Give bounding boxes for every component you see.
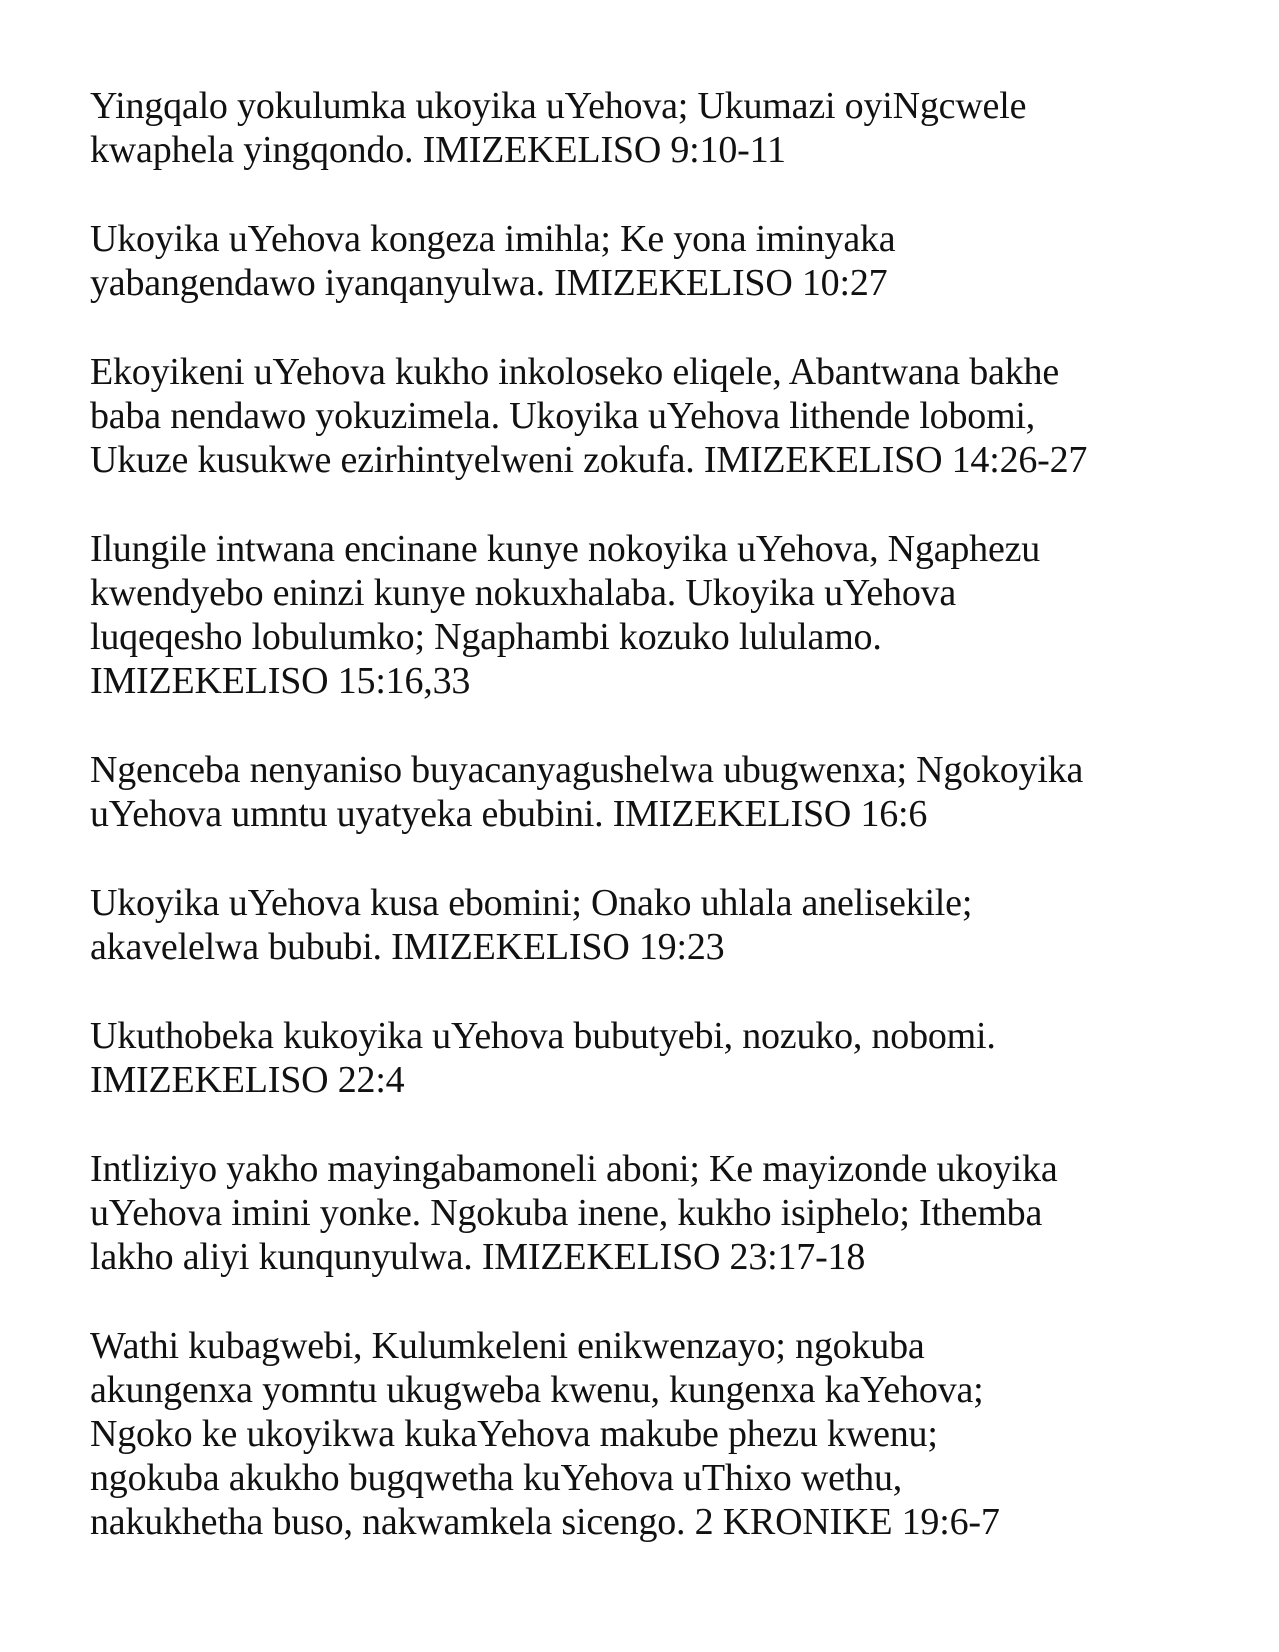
verse-line: Ilungile intwana encinane kunye nokoyika uYehova, Ngaphezu xyxy=(90,528,1041,570)
verse-line: Ukuthobeka kukoyika uYehova bubutyebi, nozuko, nobomi. xyxy=(90,1015,996,1057)
verse-line: nakukhetha buso, nakwamkela sicengo. 2 KRONIKE 19:6-7 xyxy=(90,1501,1000,1543)
verse-line: IMIZEKELISO 15:16,33 xyxy=(90,660,471,702)
verse-line: baba nendawo yokuzimela. Ukoyika uYehova lithende lobomi, xyxy=(90,395,1036,437)
verse-paragraph xyxy=(90,1147,1200,1279)
verse-line: Intliziyo yakho mayingabamoneli aboni; Ke mayizonde ukoyika xyxy=(90,1148,1058,1190)
verse-line: Wathi kubagwebi, Kulumkeleni enikwenzayo; ngokuba xyxy=(90,1325,925,1367)
verse-paragraph xyxy=(90,748,1200,836)
verse-paragraph xyxy=(90,217,1200,305)
verse-paragraph xyxy=(90,84,1200,172)
verse-line: akavelelwa bububi. IMIZEKELISO 19:23 xyxy=(90,926,725,968)
verse-paragraph xyxy=(90,1014,1200,1102)
verse-line: Ngoko ke ukoyikwa kukaYehova makube phezu kwenu; xyxy=(90,1413,938,1455)
verse-paragraph xyxy=(90,1324,1200,1544)
verse-line: IMIZEKELISO 22:4 xyxy=(90,1059,405,1101)
verse-line: akungenxa yomntu ukugweba kwenu, kungenxa kaYehova; xyxy=(90,1369,984,1411)
verse-line: yabangendawo iyanqanyulwa. IMIZEKELISO 10:27 xyxy=(90,262,888,304)
verse-line: kwendyebo eninzi kunye nokuxhalaba. Ukoyika uYehova xyxy=(90,572,957,614)
verse-line: uYehova imini yonke. Ngokuba inene, kukho isiphelo; Ithemba xyxy=(90,1192,1043,1234)
verse-line: Yingqalo yokulumka ukoyika uYehova; Ukumazi oyiNgcwele xyxy=(90,85,1027,127)
verse-line: luqeqesho lobulumko; Ngaphambi kozuko lululamo. xyxy=(90,616,882,658)
verse-line: lakho aliyi kunqunyulwa. IMIZEKELISO 23:17-18 xyxy=(90,1236,866,1278)
verse-line: uYehova umntu uyatyeka ebubini. IMIZEKELISO 16:6 xyxy=(90,793,928,835)
verse-paragraph xyxy=(90,881,1200,969)
verse-paragraph xyxy=(90,527,1200,703)
verse-line: Ukoyika uYehova kusa ebomini; Onako uhlala anelisekile; xyxy=(90,882,973,924)
verse-line: Ekoyikeni uYehova kukho inkoloseko eliqele, Abantwana bakhe xyxy=(90,351,1059,393)
verse-line: Ukoyika uYehova kongeza imihla; Ke yona iminyaka xyxy=(90,218,896,260)
verse-line: Ngenceba nenyaniso buyacanyagushelwa ubugwenxa; Ngokoyika xyxy=(90,749,1084,791)
verse-line: ngokuba akukho bugqwetha kuYehova uThixo wethu, xyxy=(90,1457,903,1499)
verse-list xyxy=(90,84,1200,1589)
verse-paragraph xyxy=(90,350,1200,482)
verse-line: kwaphela yingqondo. IMIZEKELISO 9:10-11 xyxy=(90,129,786,171)
verse-line: Ukuze kusukwe ezirhintyelweni zokufa. IMIZEKELISO 14:26-27 xyxy=(90,439,1088,481)
